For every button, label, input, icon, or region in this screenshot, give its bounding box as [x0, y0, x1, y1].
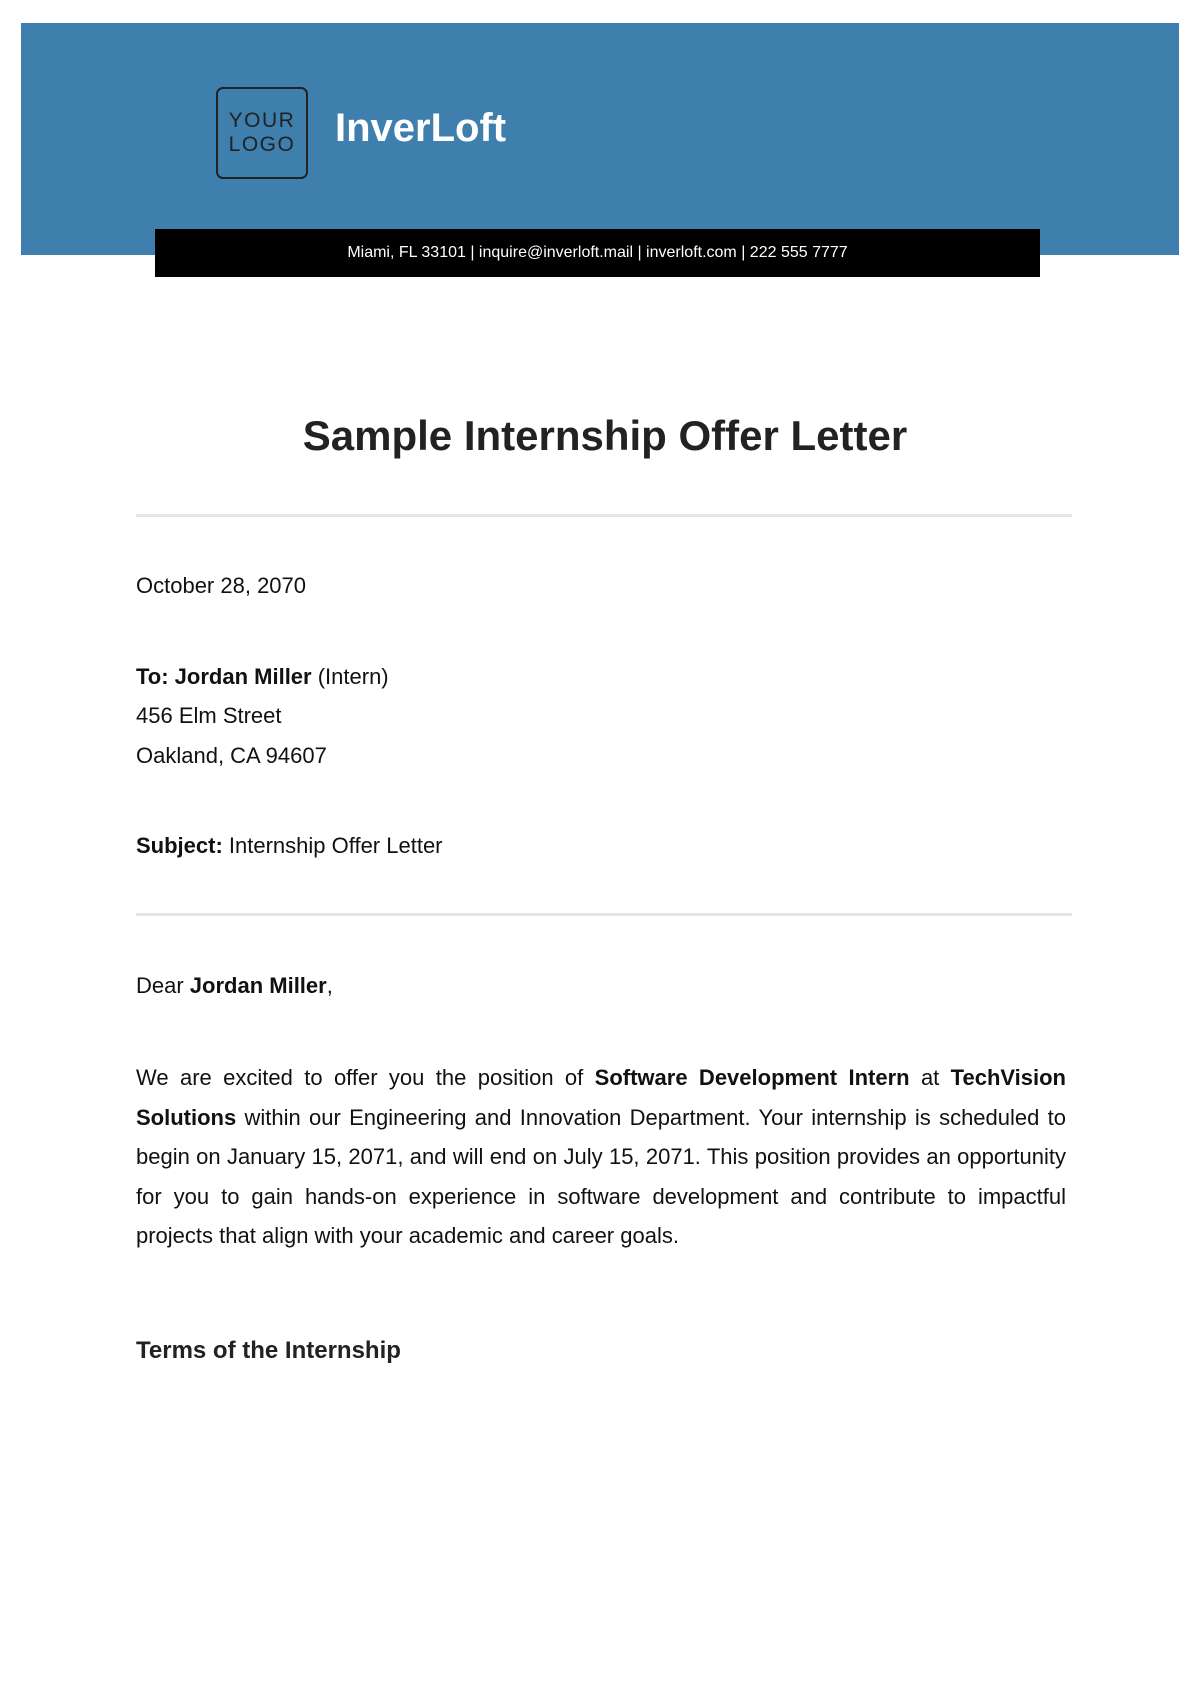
page-title: Sample Internship Offer Letter: [302, 412, 908, 459]
greeting-name: Jordan Miller: [189, 973, 327, 998]
letter-date: October 28, 2070: [136, 573, 307, 598]
subject-line: [136, 833, 443, 859]
subject-value: Internship Offer Letter: [222, 833, 443, 858]
section-heading: Terms of the Internship: [136, 1337, 401, 1364]
recipient-role: (Intern): [311, 664, 389, 689]
recipient-line: [136, 664, 389, 690]
contact-bar: Miami, FL 33101 | inquire@inverloft.mail | inverloft.com | 222 555 7777: [155, 229, 1040, 277]
company-ref: TechVision Solutions: [136, 1065, 1066, 1130]
body-text: at: [909, 1065, 951, 1090]
divider: [136, 913, 1072, 916]
logo-text: LOGO: [228, 133, 296, 156]
body-text: We are excited to offer you the position of: [136, 1065, 595, 1090]
divider: [136, 514, 1072, 517]
body-text: within our Engineering and Innovation Department. Your internship is scheduled to begin on January 15, 2071, and will end on July 15, 2071. This position provides an opportunity for you to gain hands-on experience in software development and contribute to impactful projects that align with your academic and career goals.: [136, 1104, 1066, 1248]
header-band: [21, 23, 1179, 255]
greeting: [136, 973, 333, 999]
position-title: Software Development Intern: [594, 1065, 910, 1090]
recipient-city: Oakland, CA 94607: [136, 743, 327, 768]
greeting-prefix: Dear: [136, 973, 190, 998]
recipient-name: To: Jordan Miller: [136, 664, 312, 689]
logo-placeholder: [216, 87, 308, 179]
recipient-street: 456 Elm Street: [136, 703, 282, 728]
body-paragraph: [136, 1058, 1066, 1256]
company-name: InverLoft: [335, 106, 507, 150]
logo-text: YOUR: [228, 109, 296, 132]
greeting-suffix: ,: [326, 973, 333, 998]
subject-label: Subject:: [136, 833, 223, 858]
